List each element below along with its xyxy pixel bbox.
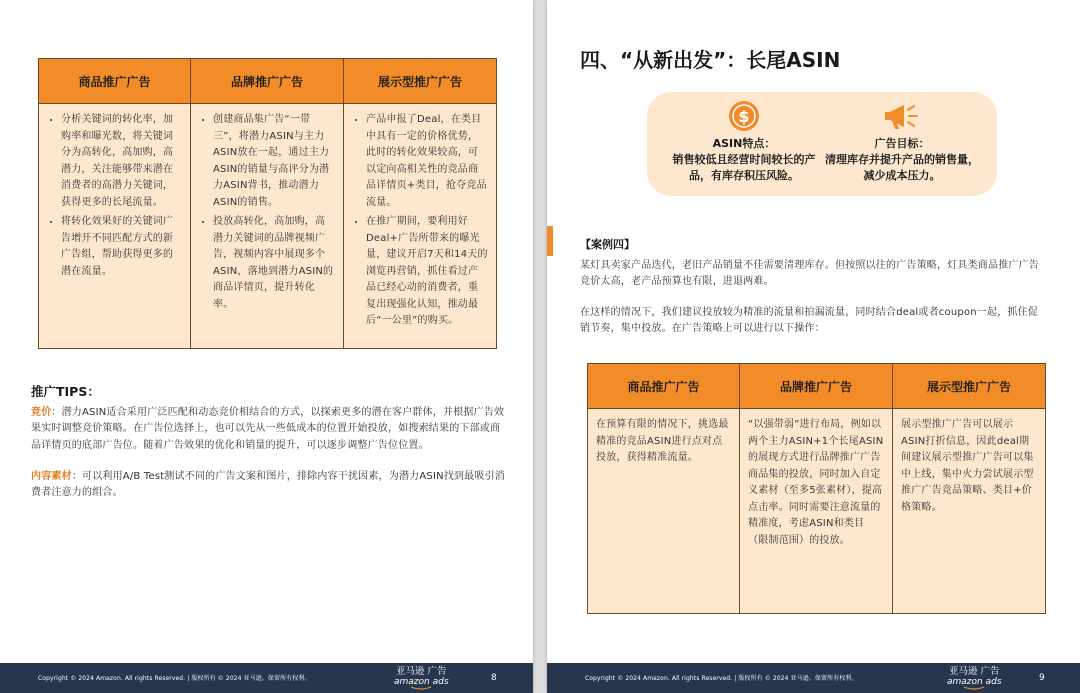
logo-en: amazon ads	[394, 677, 449, 687]
section-title: 四、“从新出发”：长尾ASIN	[580, 48, 841, 72]
cell-text: 在预算有限的情况下，挑选最精准的竞品ASIN进行点对点投放，获得精准流量。	[596, 419, 729, 463]
header-sd: 展示型推广广告	[893, 364, 1046, 409]
table-header-row	[588, 364, 1046, 409]
page-number: 9	[1039, 673, 1045, 683]
ad-strategy-table	[38, 58, 497, 349]
header-sp: 商品推广广告	[39, 59, 191, 104]
list-item: • 在推广期间，要利用好Deal+广告所带来的曝光量，建议开启7天和14天的浏览再营销，抓住看过产品已经心动的消费者，重复出现强化认知，推动最后“一公里”的购买。	[366, 214, 488, 330]
svg-text:$: $	[738, 107, 750, 126]
megaphone-icon	[882, 100, 922, 132]
header-sb: 品牌推广广告	[740, 364, 893, 409]
cell-text: “以强带弱”进行布局，例如以两个主力ASIN+1个长尾ASIN的展现方式进行品牌推广广告商品集的投放，同时加入自定义素材（至多5张素材），提高点击率。同时需要注意流量的精准度，考虑ASIN和类目（限制范围）的投放。	[748, 419, 884, 546]
logo-en: amazon ads	[947, 677, 1002, 687]
header-sp: 商品推广广告	[588, 364, 740, 409]
page-footer	[0, 663, 533, 693]
case-title: 【案例四】	[580, 238, 635, 251]
table-row	[588, 409, 1046, 614]
feature-block	[671, 100, 817, 184]
case-paragraph: 在这样的情况下，我们建议投放较为精准的流量和拍漏流量，同时结合deal或者coupon一起，抓住促销节奏，集中投放。在广告策略上可以进行以下操作：	[580, 307, 1038, 335]
tip-text: ：可以利用A/B Test测试不同的广告文案和图片，排除内容干扰因素，为潜力ASIN找到最吸引消费者注意力的组合。	[31, 471, 505, 499]
bullet-list	[199, 112, 335, 313]
asin-info-banner	[647, 92, 997, 196]
header-sd: 展示型推广广告	[344, 59, 497, 104]
table-row	[39, 104, 497, 349]
cell-sp	[588, 409, 740, 614]
list-item: • 投放高转化，高加购，高潜力关键词的品牌视频广告，视频内容中展现多个ASIN，落地到潜力ASIN的商品详情页，提升转化率。	[213, 214, 335, 313]
cell-sp	[39, 104, 191, 349]
goal-block	[825, 100, 979, 184]
feature-text: 销售较低且经营时间较长的产品，有库存积压风险。	[672, 153, 816, 182]
table-header-row	[39, 59, 497, 104]
list-item: • 产品申报了Deal，在类目中具有一定的价格优势，此时的转化效果较高，可以定向高相关性的竞品商品详情页+类目，抢夺竞品流量。	[366, 112, 488, 211]
page-9	[547, 0, 1080, 693]
page-number: 8	[491, 673, 497, 683]
cell-sd	[893, 409, 1046, 614]
page-8	[0, 0, 533, 693]
amazon-ads-logo	[394, 666, 449, 690]
list-item: • 将转化效果好的关键词广告增开不同匹配方式的新广告组，帮助获得更多的潜在流量。	[61, 214, 182, 280]
tip-creative	[31, 469, 505, 502]
tip-text: ：潜力ASIN适合采用广泛匹配和动态竞价相结合的方式，以探索更多的潜在客户群体，并根据广告效果实时调整竞价策略。在广告位选择上，也可以先从一些低成本的位置开始投放，如搜索结果的下部或商品详情页的底部广告位。随着广告效果的优化和销量的提升，可以逐步调整广告位位置。	[31, 407, 505, 451]
copyright-text: Copyright © 2024 Amazon. All rights Reserved. | 版权所有 © 2024 亚马逊。保留所有权利。	[38, 675, 311, 682]
bullet-list	[47, 112, 182, 280]
tips-title: 推广TIPS：	[31, 384, 100, 399]
logo-cn: 亚马逊 广告	[948, 666, 1000, 677]
cell-sb	[191, 104, 344, 349]
ad-strategy-table	[587, 363, 1046, 614]
section-marker	[547, 226, 553, 256]
cell-sb	[740, 409, 893, 614]
tip-key: 内容素材	[31, 471, 72, 482]
tip-key: 竞价	[31, 407, 52, 418]
dollar-coin-icon	[728, 100, 760, 132]
list-item: • 创建商品集广告“一带三”，将潜力ASIN与主力ASIN放在一起，通过主力ASIN的销量与高评分为潜力ASIN背书，推动潜力ASIN的销售。	[213, 112, 335, 211]
copyright-text: Copyright © 2024 Amazon. All rights Reserved. | 版权所有 © 2024 亚马逊。保留所有权利。	[585, 675, 858, 682]
logo-cn: 亚马逊 广告	[395, 666, 447, 677]
feature-title: ASIN特点：	[712, 137, 776, 150]
list-item: • 分析关键词的转化率，加购率和曝光数，将关键词分为高转化，高加购，高潜力，关注能够带来潜在消费者的高潜力关键词，获得更多的长尾流量。	[61, 112, 182, 211]
bullet-list	[352, 112, 488, 330]
tip-bidding	[31, 405, 505, 454]
cell-text: 展示型推广广告可以展示ASIN打折信息，因此deal期间建议展示型推广广告可以集中上线，集中火力尝试展示型推广广告竞品策略、类目+价格策略。	[901, 419, 1034, 513]
goal-text: 清理库存并提升产品的销售量，减少成本压力。	[825, 153, 979, 182]
goal-title: 广告目标：	[874, 137, 930, 150]
cell-sd	[344, 104, 497, 349]
amazon-ads-logo	[947, 666, 1002, 690]
header-sb: 品牌推广广告	[191, 59, 344, 104]
page-footer	[547, 663, 1080, 693]
case-paragraph: 某灯具卖家产品迭代，老旧产品销量不佳需要清理库存。但按照以往的广告策略，灯具类商品推广广告竞价太高，老产品预算也有限，进退两难。	[580, 260, 1039, 288]
